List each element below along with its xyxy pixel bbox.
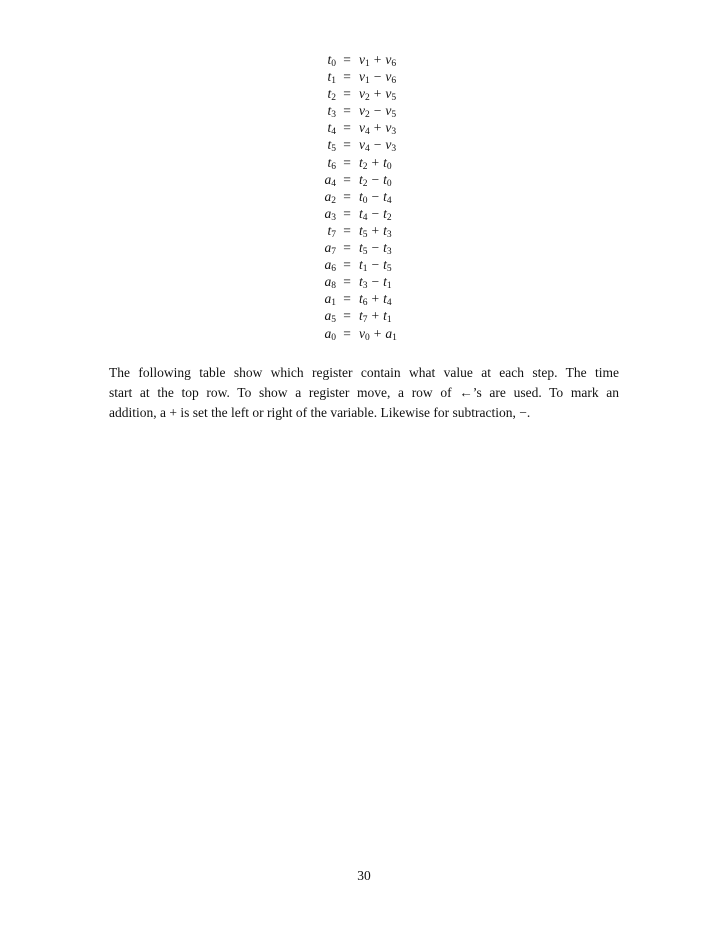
rhs-operand-a-base: t xyxy=(359,274,363,290)
rhs-operand-b-base: a xyxy=(385,325,393,341)
rhs-operand-a-base: t xyxy=(359,222,363,238)
lhs-variable-subscript: 1 xyxy=(331,76,336,87)
lhs-variable-base: t xyxy=(327,52,332,67)
equation-rhs xyxy=(359,188,392,205)
rhs-operand-a-base: t xyxy=(359,188,363,204)
rhs-operand-b-subscript: 0 xyxy=(386,178,392,189)
rhs-operand-a xyxy=(359,103,370,121)
equation-rhs xyxy=(359,256,392,273)
equation-lhs xyxy=(327,136,336,153)
lhs-variable xyxy=(324,291,337,309)
rhs-operand-b-base: t xyxy=(383,274,387,290)
rhs-operand-a-subscript: 1 xyxy=(362,264,368,275)
paragraph-line: The following table show which register contain what value at each step. The time xyxy=(109,365,619,380)
equation-rhs xyxy=(359,239,392,256)
equation-rhs xyxy=(359,222,392,239)
operator: + xyxy=(373,86,382,102)
equation-lhs xyxy=(327,154,336,171)
rhs-operand-b-base: v xyxy=(385,103,392,119)
equation-rhs xyxy=(359,119,396,136)
rhs-operand-a-base: t xyxy=(359,154,363,170)
equals-sign: = xyxy=(343,188,351,204)
rhs-operand-b xyxy=(385,103,397,121)
equation-rhs xyxy=(359,205,392,222)
lhs-variable-base: a xyxy=(324,308,332,324)
rhs-operand-a-base: t xyxy=(359,240,363,256)
lhs-variable-subscript: 7 xyxy=(331,229,336,240)
equation-lhs xyxy=(325,205,337,222)
lhs-variable-base: a xyxy=(324,325,332,341)
rhs-operand-a xyxy=(359,120,370,138)
lhs-variable-base: a xyxy=(324,240,332,256)
equals-sign: = xyxy=(343,86,351,102)
operator: − xyxy=(371,188,380,204)
rhs-operand-b xyxy=(383,240,392,258)
equation-rhs xyxy=(359,325,397,342)
rhs-operand-b xyxy=(383,223,392,238)
equation-lhs xyxy=(325,273,337,290)
lhs-variable-base: t xyxy=(327,103,332,119)
rhs-operand-a xyxy=(359,257,368,275)
rhs-operand-b-subscript: 5 xyxy=(391,93,397,104)
paragraph-line: start at the top row. To show a register move, a row of ←’s are used. To mark an xyxy=(109,385,619,400)
rhs-operand-a-subscript: 2 xyxy=(362,178,368,189)
rhs-operand-a-subscript: 1 xyxy=(365,59,370,69)
rhs-operand-b-base: t xyxy=(383,308,387,324)
rhs-operand-b xyxy=(383,189,392,204)
equals-sign: = xyxy=(343,120,351,136)
equals-sign: = xyxy=(343,154,351,170)
rhs-operand-a xyxy=(359,291,368,309)
equals-sign: = xyxy=(343,52,351,67)
equation-lhs xyxy=(327,119,336,136)
rhs-operand-a-subscript: 0 xyxy=(362,195,368,206)
rhs-operand-b xyxy=(385,86,397,104)
equation-row xyxy=(0,239,728,256)
equation-row xyxy=(0,154,728,171)
equation-row xyxy=(0,119,728,136)
rhs-operand-b-subscript: 3 xyxy=(386,229,392,240)
rhs-operand-b-subscript: 3 xyxy=(391,144,397,155)
equals-sign: = xyxy=(343,103,351,119)
page-number: 30 xyxy=(357,868,371,883)
rhs-operand-a xyxy=(359,172,368,187)
equals-sign: = xyxy=(343,291,351,307)
rhs-operand-a-base: t xyxy=(359,308,363,324)
rhs-operand-a xyxy=(359,155,368,170)
rhs-operand-a-subscript: 4 xyxy=(365,127,370,138)
rhs-operand-b-subscript: 4 xyxy=(386,195,392,206)
rhs-operand-a xyxy=(359,223,368,238)
rhs-operand-a xyxy=(359,86,370,104)
lhs-variable-base: a xyxy=(324,291,332,307)
operator: − xyxy=(373,103,382,119)
operator: + xyxy=(371,291,380,307)
equals-sign: = xyxy=(343,69,351,85)
equation-rhs xyxy=(359,290,392,307)
rhs-operand-a-subscript: 3 xyxy=(362,281,368,292)
equation-lhs xyxy=(327,68,336,85)
lhs-variable xyxy=(325,206,337,221)
lhs-variable-base: a xyxy=(324,171,332,187)
rhs-operand-b-base: t xyxy=(383,205,387,221)
rhs-operand-b-subscript: 1 xyxy=(386,315,392,326)
rhs-operand-a xyxy=(359,326,370,341)
lhs-variable xyxy=(327,86,336,104)
operator: − xyxy=(373,137,382,153)
equation-row xyxy=(0,290,728,307)
lhs-variable-base: t xyxy=(327,137,332,153)
body-paragraph xyxy=(109,363,619,423)
equation-row xyxy=(0,171,728,188)
rhs-operand-a xyxy=(359,240,368,258)
rhs-operand-a-base: v xyxy=(359,325,365,341)
rhs-operand-a-subscript: 4 xyxy=(365,144,370,155)
equation-row xyxy=(0,307,728,324)
operator: − xyxy=(371,274,380,290)
equation-row xyxy=(0,85,728,102)
lhs-variable xyxy=(327,52,336,67)
operator: − xyxy=(371,171,380,187)
rhs-operand-b xyxy=(383,308,392,326)
equation-lhs xyxy=(327,85,336,102)
rhs-operand-b-subscript: 5 xyxy=(391,110,397,121)
equals-sign: = xyxy=(343,137,351,153)
rhs-operand-b xyxy=(385,137,397,155)
rhs-operand-b-subscript: 1 xyxy=(386,281,392,292)
lhs-variable-subscript: 1 xyxy=(331,298,336,309)
lhs-variable xyxy=(327,137,336,155)
rhs-operand-a xyxy=(359,308,368,326)
operator: − xyxy=(371,257,380,273)
rhs-operand-a-subscript: 5 xyxy=(362,229,368,240)
lhs-variable xyxy=(327,155,336,170)
equation-lhs xyxy=(325,239,337,256)
equation-lhs xyxy=(325,171,337,188)
rhs-operand-b-base: t xyxy=(383,240,387,256)
rhs-operand-a xyxy=(359,189,368,204)
rhs-operand-a xyxy=(359,69,370,87)
equation-block xyxy=(0,51,728,342)
rhs-operand-b-subscript: 6 xyxy=(391,59,397,69)
lhs-variable-base: t xyxy=(327,154,332,170)
equation-lhs xyxy=(325,325,337,342)
rhs-operand-b-subscript: 6 xyxy=(391,76,397,87)
equation-lhs xyxy=(325,188,337,205)
lhs-variable-subscript: 3 xyxy=(331,110,336,121)
equation-row xyxy=(0,273,728,290)
lhs-variable-base: a xyxy=(324,257,332,273)
rhs-operand-a-subscript: 4 xyxy=(362,212,368,223)
equation-rhs xyxy=(359,307,392,324)
lhs-variable xyxy=(324,240,337,258)
paragraph-line: addition, a + is set the left or right of the variable. Likewise for subtraction, −. xyxy=(109,405,531,420)
equation-lhs xyxy=(327,51,336,68)
lhs-variable-subscript: 5 xyxy=(331,315,336,326)
lhs-variable-subscript: 0 xyxy=(331,59,336,69)
equation-lhs xyxy=(325,256,337,273)
equation-rhs xyxy=(359,68,396,85)
rhs-operand-a-base: v xyxy=(359,86,365,102)
equation-row xyxy=(0,205,728,222)
rhs-operand-a-base: v xyxy=(359,137,365,153)
lhs-variable-base: t xyxy=(327,222,332,238)
rhs-operand-b xyxy=(385,52,396,67)
rhs-operand-a xyxy=(359,52,370,67)
rhs-operand-b xyxy=(383,172,392,187)
rhs-operand-a-subscript: 6 xyxy=(362,298,368,309)
equals-sign: = xyxy=(343,205,351,221)
lhs-variable xyxy=(324,257,337,275)
operator: + xyxy=(373,325,382,341)
lhs-variable-subscript: 6 xyxy=(331,161,336,172)
lhs-variable xyxy=(327,120,336,138)
rhs-operand-b-base: v xyxy=(385,86,392,102)
rhs-operand-a-base: t xyxy=(359,257,363,273)
rhs-operand-a-subscript: 2 xyxy=(365,110,370,121)
equation-lhs xyxy=(327,222,336,239)
rhs-operand-b xyxy=(385,120,397,138)
equals-sign: = xyxy=(343,240,351,256)
lhs-variable xyxy=(327,223,336,238)
equation-rhs xyxy=(359,51,396,68)
equation-rhs xyxy=(359,85,396,102)
rhs-operand-b xyxy=(383,291,392,309)
equation-row xyxy=(0,51,728,68)
rhs-operand-b-subscript: 3 xyxy=(391,127,397,138)
lhs-variable-base: a xyxy=(324,188,332,204)
lhs-variable-subscript: 6 xyxy=(331,264,336,275)
equation-lhs xyxy=(325,290,337,307)
rhs-operand-a-subscript: 7 xyxy=(362,315,368,326)
operator: + xyxy=(371,222,380,238)
lhs-variable xyxy=(327,103,336,121)
equation-rhs xyxy=(359,102,396,119)
lhs-variable xyxy=(325,189,337,204)
lhs-variable-base: a xyxy=(324,205,332,221)
equation-row xyxy=(0,136,728,153)
operator: + xyxy=(373,120,382,136)
rhs-operand-b xyxy=(385,326,397,341)
equation-rhs xyxy=(359,136,396,153)
lhs-variable-base: a xyxy=(324,274,332,290)
rhs-operand-b-base: t xyxy=(383,257,387,273)
equals-sign: = xyxy=(343,222,351,238)
equation-row xyxy=(0,102,728,119)
rhs-operand-b-subscript: 1 xyxy=(392,332,397,343)
rhs-operand-b-subscript: 5 xyxy=(386,264,392,275)
rhs-operand-a xyxy=(359,274,368,292)
equals-sign: = xyxy=(343,171,351,187)
operator: − xyxy=(373,69,382,85)
rhs-operand-a-base: t xyxy=(359,291,363,307)
rhs-operand-b xyxy=(383,155,392,170)
rhs-operand-b-base: t xyxy=(383,154,387,170)
rhs-operand-a-base: v xyxy=(359,52,365,67)
rhs-operand-b-subscript: 4 xyxy=(386,298,392,309)
operator: − xyxy=(371,205,380,221)
equation-row xyxy=(0,68,728,85)
equals-sign: = xyxy=(343,325,351,341)
lhs-variable xyxy=(325,326,337,341)
rhs-operand-b-subscript: 3 xyxy=(386,247,392,258)
rhs-operand-a-subscript: 0 xyxy=(365,332,370,343)
rhs-operand-b-base: v xyxy=(385,69,392,85)
operator: + xyxy=(371,154,380,170)
rhs-operand-b xyxy=(383,257,392,275)
rhs-operand-b-base: t xyxy=(383,171,387,187)
rhs-operand-b-base: v xyxy=(385,137,392,153)
equals-sign: = xyxy=(343,274,351,290)
lhs-variable xyxy=(327,69,336,87)
lhs-variable-subscript: 2 xyxy=(331,93,336,104)
rhs-operand-b-base: t xyxy=(383,291,387,307)
rhs-operand-a-subscript: 2 xyxy=(365,93,370,104)
operator: − xyxy=(371,240,380,256)
lhs-variable-subscript: 3 xyxy=(331,212,336,223)
rhs-operand-a-subscript: 5 xyxy=(362,247,368,258)
lhs-variable-base: t xyxy=(327,120,332,136)
lhs-variable-subscript: 4 xyxy=(331,127,336,138)
equation-rhs xyxy=(359,154,392,171)
lhs-variable-base: t xyxy=(327,86,332,102)
lhs-variable-subscript: 8 xyxy=(331,281,336,292)
rhs-operand-a xyxy=(359,137,370,155)
rhs-operand-b-base: t xyxy=(383,222,387,238)
rhs-operand-b-base: v xyxy=(385,120,392,136)
operator: + xyxy=(371,308,380,324)
rhs-operand-a-base: v xyxy=(359,69,365,85)
lhs-variable-base: t xyxy=(327,69,332,85)
operator: + xyxy=(373,52,382,67)
lhs-variable-subscript: 4 xyxy=(331,178,336,189)
lhs-variable-subscript: 2 xyxy=(331,195,336,206)
lhs-variable xyxy=(325,172,337,187)
equation-lhs xyxy=(325,307,337,324)
rhs-operand-b xyxy=(385,69,397,87)
rhs-operand-a-subscript: 1 xyxy=(365,76,370,87)
rhs-operand-a-subscript: 2 xyxy=(362,161,368,172)
equals-sign: = xyxy=(343,308,351,324)
equation-lhs xyxy=(327,102,336,119)
equals-sign: = xyxy=(343,257,351,273)
lhs-variable-subscript: 7 xyxy=(331,247,336,258)
lhs-variable-subscript: 0 xyxy=(331,332,336,343)
rhs-operand-b-subscript: 0 xyxy=(386,161,392,172)
equation-row xyxy=(0,222,728,239)
rhs-operand-b xyxy=(383,206,392,221)
rhs-operand-b-base: t xyxy=(383,188,387,204)
rhs-operand-a-base: t xyxy=(359,205,363,221)
equation-row xyxy=(0,325,728,342)
lhs-variable-subscript: 5 xyxy=(331,144,336,155)
rhs-operand-b-base: v xyxy=(385,52,392,67)
equation-rhs xyxy=(359,273,392,290)
rhs-operand-a-base: t xyxy=(359,171,363,187)
rhs-operand-a xyxy=(359,206,368,221)
rhs-operand-a-base: v xyxy=(359,103,365,119)
lhs-variable xyxy=(324,274,337,292)
rhs-operand-b-subscript: 2 xyxy=(386,212,392,223)
equation-rhs xyxy=(359,171,392,188)
rhs-operand-a-base: v xyxy=(359,120,365,136)
lhs-variable xyxy=(324,308,337,326)
equation-row xyxy=(0,188,728,205)
equation-row xyxy=(0,256,728,273)
rhs-operand-b xyxy=(383,274,392,292)
